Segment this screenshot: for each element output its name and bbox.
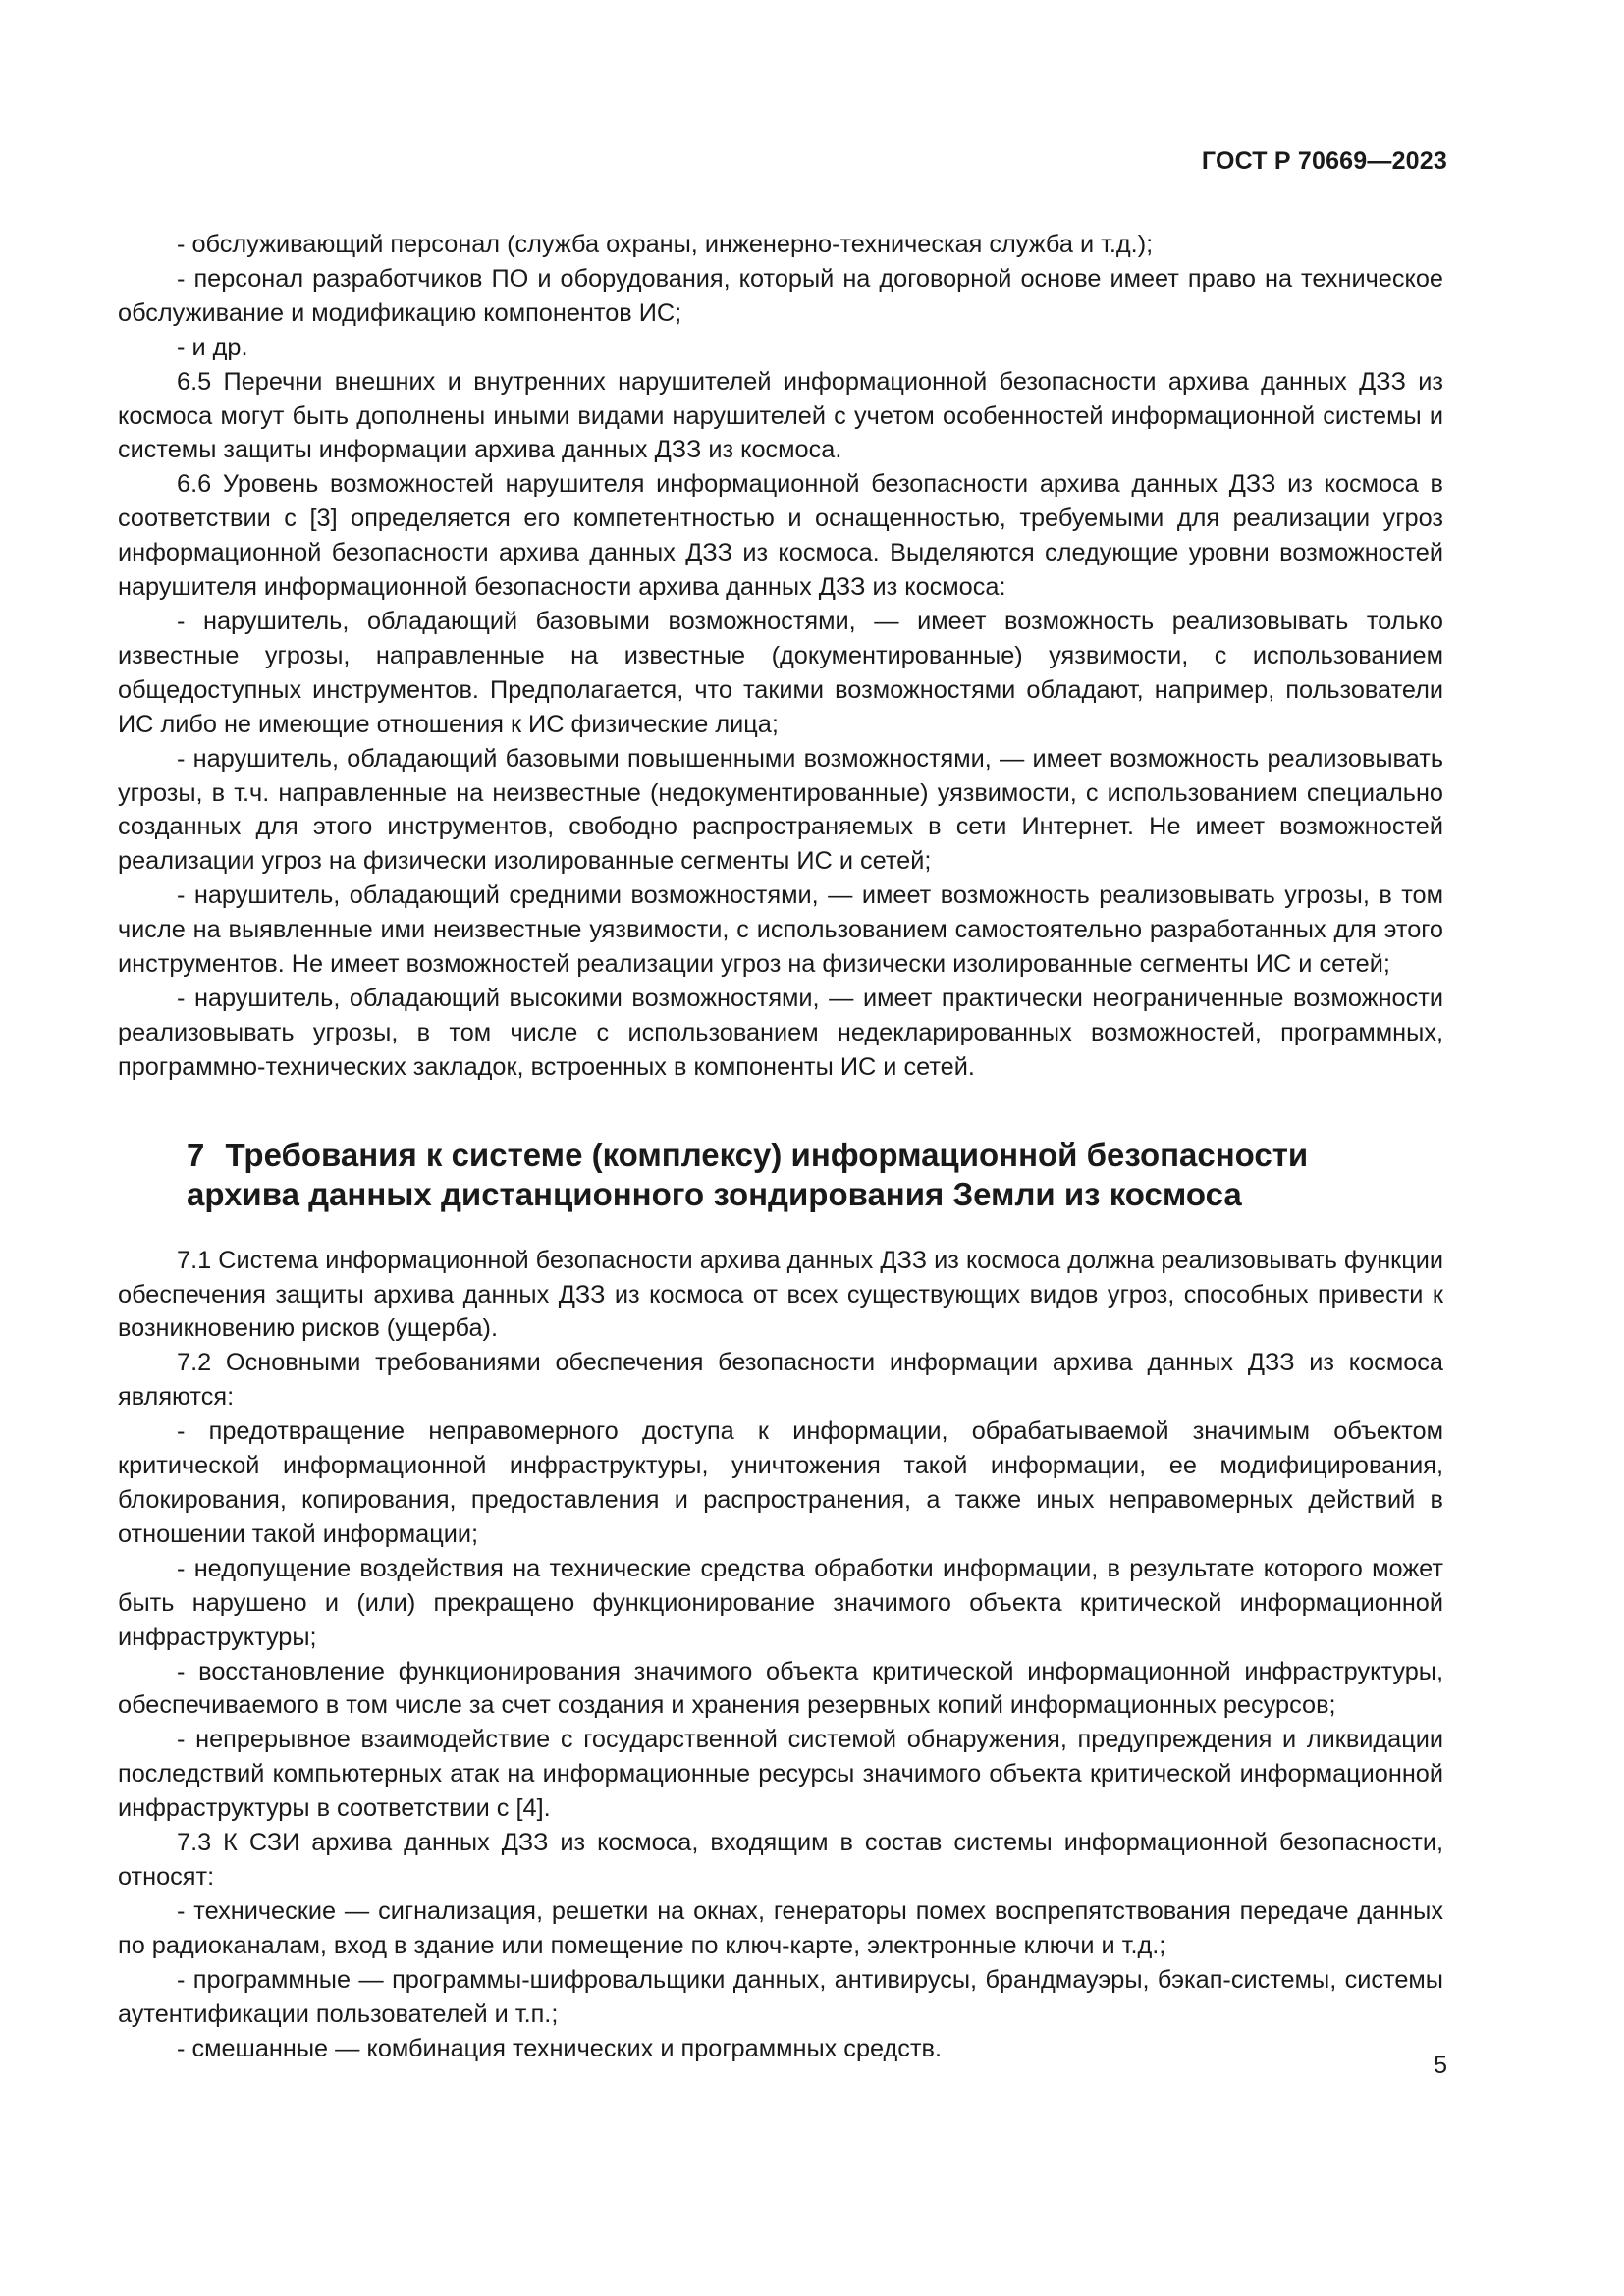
paragraph: - и др.	[177, 333, 248, 361]
page-number: 5	[1434, 2052, 1447, 2079]
paragraph: 6.6 Уровень возможностей нарушителя информационной безопасности архива данных ДЗЗ из космоса в соответствии с [3] определяется его компетентностью и оснащенностью, требуемыми для реализации угроз информационной безопасности архива данных ДЗЗ из космоса. Выделяются следующие уровни возможностей нарушителя информационной безопасности архива данных ДЗЗ из космоса:	[118, 470, 1443, 602]
paragraph: - программные — программы-шифровальщики данных, антивирусы, брандмауэры, бэкап-системы, системы аутентификации пользователей и т.п.;	[118, 1965, 1443, 2028]
paragraph: 7.2 Основными требованиями обеспечения безопасности информации архива данных ДЗЗ из космоса являются:	[118, 1349, 1443, 1412]
paragraph: - нарушитель, обладающий базовыми возможностями, — имеет возможность реализовывать только известные угрозы, направленные на известные (документированные) уязвимости, с использованием общедоступных инструментов. Предполагается, что такими возможностями обладают, например, пользователи ИС либо не имеющие отношения к ИС физические лица;	[118, 607, 1443, 738]
paragraph: - технические — сигнализация, решетки на окнах, генераторы помех воспрепятствования передаче данных по радиоканалам, вход в здание или помещение по ключ-карте, электронные ключи и т.д.;	[118, 1896, 1443, 1959]
page-content	[118, 228, 1443, 2065]
paragraph: - обслуживающий персонал (служба охраны, инженерно-техническая служба и т.д.);	[177, 231, 1154, 258]
paragraph: - предотвращение неправомерного доступа к информации, обрабатываемой значимым объектом критической информационной инфраструктуры, уничтожения такой информации, ее модифицирования, блокирования, копирования, предоставления и распространения, а также иных неправомерных действий в отношении такой информации;	[118, 1417, 1443, 1548]
section-title-line-2: архива данных дистанционного зондирования Земли из космоса	[187, 1175, 1242, 1212]
paragraph: - смешанные — комбинация технических и программных средств.	[177, 2034, 943, 2062]
paragraph: - нарушитель, обладающий средними возможностями, — имеет возможность реализовывать угрозы, в том числе на выявленные ими неизвестные уязвимости, с использованием самостоятельно разработанных для этого инструментов. Не имеет возможностей реализации угроз на физически изолированные сегменты ИС и сетей;	[118, 881, 1443, 979]
paragraph: - восстановление функционирования значимого объекта критической информационной инфраструктуры, обеспечиваемого в том числе за счет создания и хранения резервных копий информационных ресурсов;	[118, 1657, 1443, 1720]
paragraph: - нарушитель, обладающий высокими возможностями, — имеет практически неограниченные возможности реализовывать угрозы, в том числе с использованием недекларированных возможностей, программных, программно-технических закладок, встроенных в компоненты ИС и сетей.	[118, 984, 1443, 1081]
paragraph: 6.5 Перечни внешних и внутренних нарушителей информационной безопасности архива данных ДЗЗ из космоса могут быть дополнены иными видами нарушителей с учетом особенностей информационной системы и системы защиты информации архива данных ДЗЗ из космоса.	[118, 367, 1443, 464]
section-title-line-1: Требования к системе (комплексу) информационной безопасности	[225, 1136, 1309, 1173]
paragraph: - нарушитель, обладающий базовыми повышенными возможностями, — имеет возможность реализовывать угрозы, в т.ч. направленные на неизвестные (недокументированные) уязвимости, с использованием специально созданных для этого инструментов, свободно распространяемых в сети Интернет. Не имеет возможностей реализации угроз на физически изолированные сегменты ИС и сетей;	[118, 744, 1443, 876]
section-heading	[118, 1136, 1443, 1214]
paragraph: - недопущение воздействия на технические средства обработки информации, в результате которого может быть нарушено и (или) прекращено функционирование значимого объекта критической информационной инфраструктуры;	[118, 1554, 1443, 1651]
section-number: 7	[187, 1136, 205, 1173]
standard-header: ГОСТ Р 70669—2023	[1201, 147, 1447, 175]
paragraph: 7.3 К СЗИ архива данных ДЗЗ из космоса, входящим в состав системы информационной безопасности, относят:	[118, 1829, 1443, 1891]
paragraph: 7.1 Система информационной безопасности архива данных ДЗЗ из космоса должна реализовывать функции обеспечения защиты архива данных ДЗЗ из космоса от всех существующих видов угроз, способных привести к возникновению рисков (ущерба).	[118, 1246, 1443, 1343]
paragraph: - персонал разработчиков ПО и оборудования, который на договорной основе имеет право на техническое обслуживание и модификацию компонентов ИС;	[118, 264, 1443, 327]
paragraph: - непрерывное взаимодействие с государственной системой обнаружения, предупреждения и ликвидации последствий компьютерных атак на информационные ресурсы значимого объекта критической информационной инфраструктуры в соответствии с [4].	[118, 1726, 1443, 1823]
